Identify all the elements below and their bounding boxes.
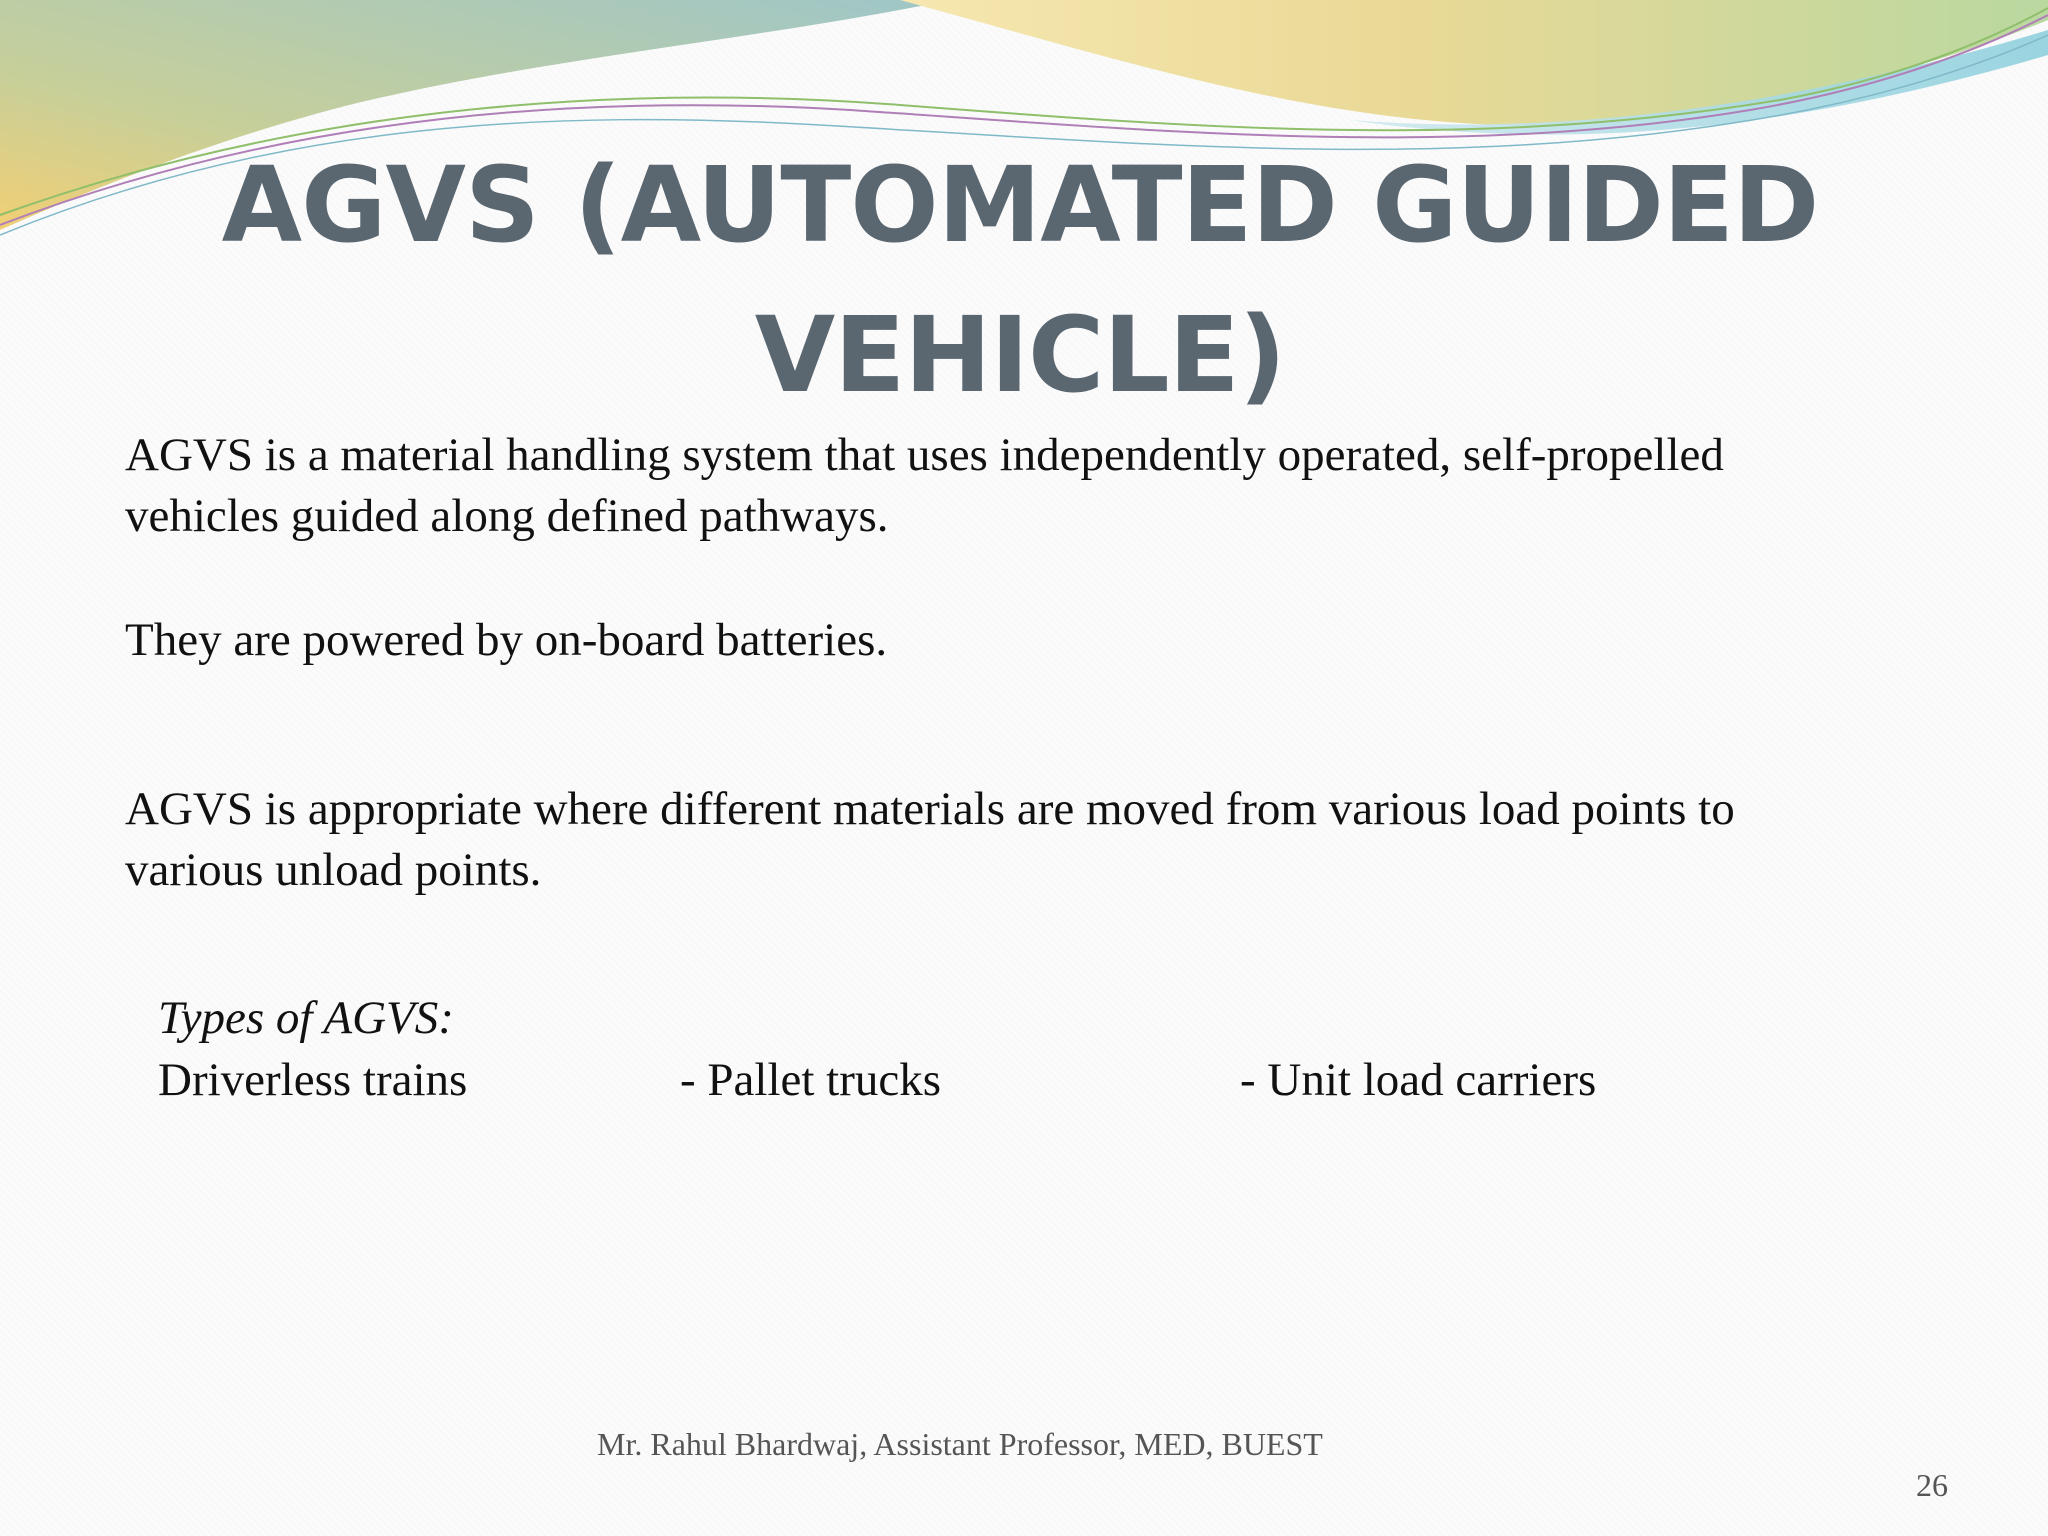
types-heading: Types of AGVS: — [158, 992, 454, 1044]
paragraph-power-source: They are powered by on-board batteries. — [125, 614, 888, 666]
type-pallet-trucks: - Pallet trucks — [680, 1054, 942, 1106]
slide-title: AGVS (AUTOMATED GUIDED VEHICLE) — [221, 144, 1819, 416]
type-driverless-trains: Driverless trains — [158, 1054, 468, 1106]
footer-author: Mr. Rahul Bhardwaj, Assistant Professor, MED, BUEST — [597, 1426, 1323, 1462]
type-unit-load-carriers: - Unit load carriers — [1240, 1054, 1597, 1106]
slide-number: 26 — [1916, 1467, 1948, 1503]
paragraph-application: AGVS is appropriate where different materials are moved from various load points to various unload points. — [125, 783, 1735, 896]
paragraph-definition: AGVS is a material handling system that uses independently operated, self-propelled vehicles guided along defined pathways. — [125, 429, 1724, 542]
